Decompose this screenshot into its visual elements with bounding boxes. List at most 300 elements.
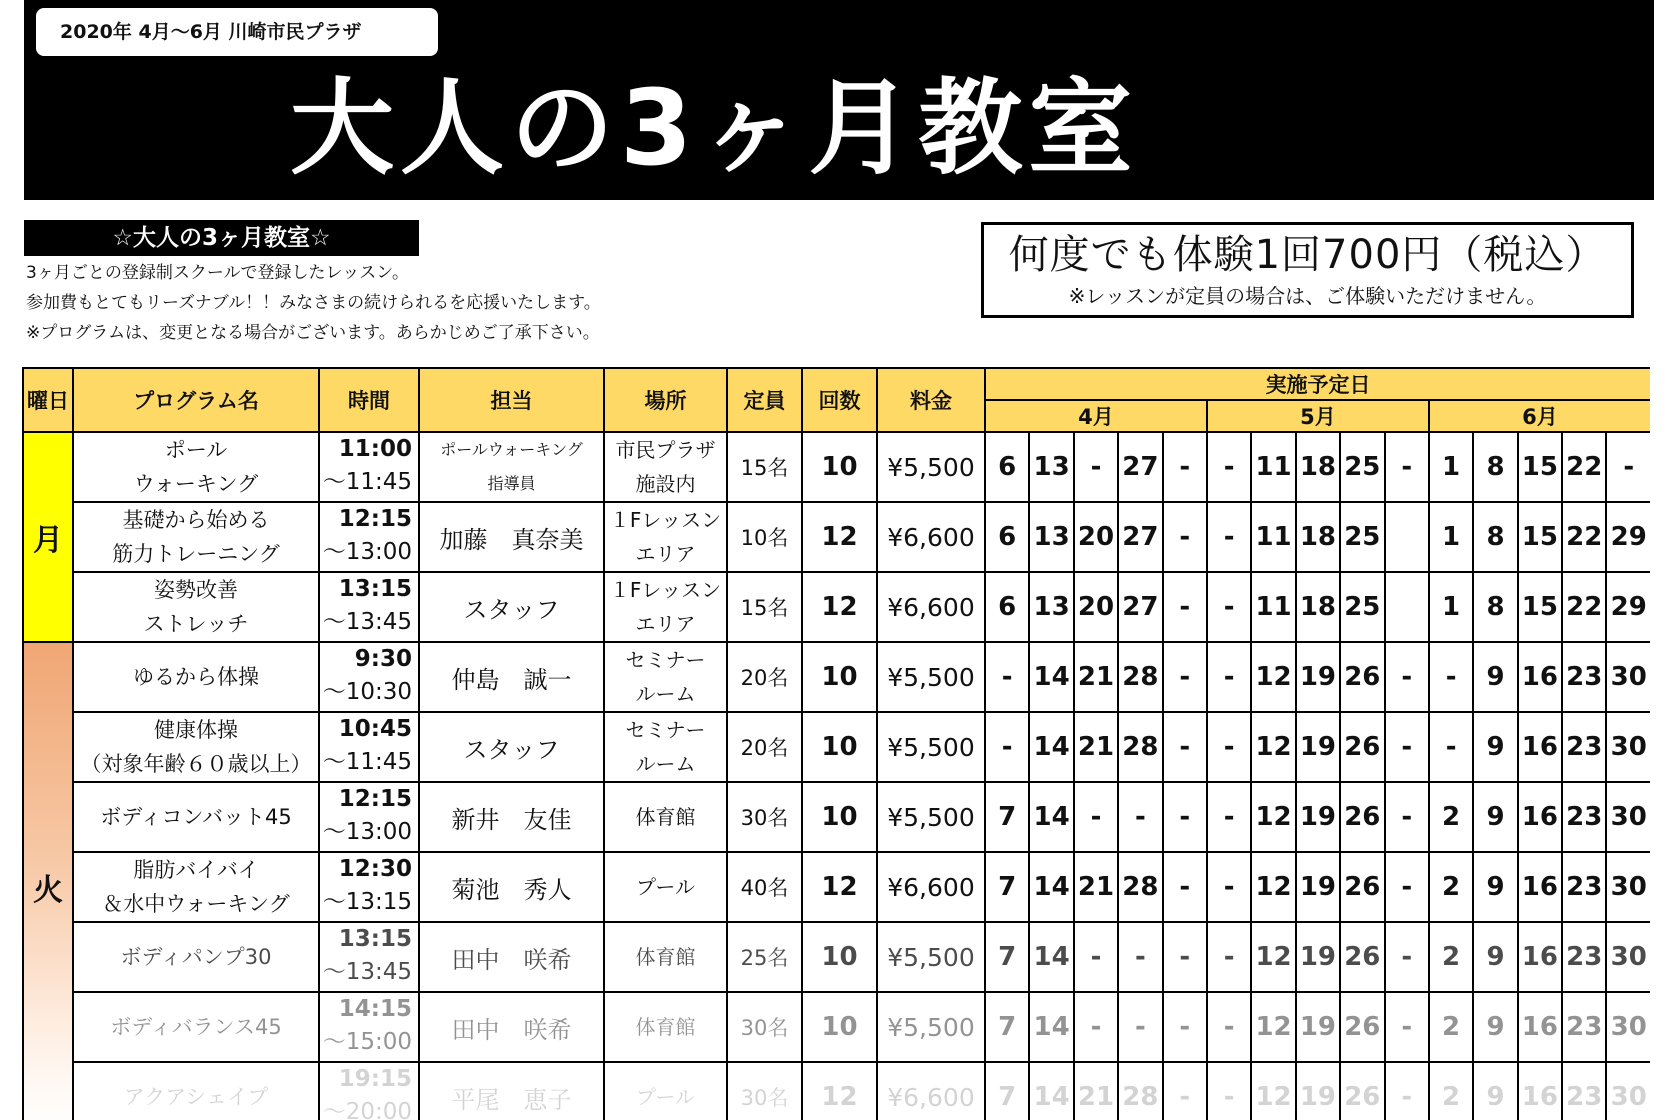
date-cell: - — [1163, 432, 1207, 502]
date-cell: 9 — [1473, 992, 1517, 1062]
place-line: 体育館 — [635, 805, 696, 829]
capacity: 40名 — [727, 852, 802, 922]
lesson-count: 12 — [802, 572, 877, 642]
date-cell: 29 — [1606, 502, 1650, 572]
date-cell: 14 — [1029, 922, 1073, 992]
program-name-line: 健康体操 — [154, 718, 238, 742]
date-cell: - — [1163, 992, 1207, 1062]
end-time: ～13:00 — [322, 819, 412, 845]
trial-price-text: 何度でも体験1回700円（税込） — [1008, 232, 1607, 278]
place — [604, 992, 727, 1062]
date-cell: 21 — [1074, 1062, 1118, 1120]
lesson-count: 10 — [802, 642, 877, 712]
date-cell: 27 — [1118, 572, 1162, 642]
date-cell: 11 — [1251, 502, 1295, 572]
table-row — [23, 502, 1650, 572]
program-name-line: ウォーキング — [133, 472, 259, 496]
header-month-may: 5月 — [1207, 400, 1429, 432]
date-cell: 9 — [1473, 642, 1517, 712]
end-time: ～15:00 — [322, 1029, 412, 1055]
date-cell: 12 — [1251, 922, 1295, 992]
date-cell: 22 — [1562, 432, 1606, 502]
date-cell: 11 — [1251, 572, 1295, 642]
place-line: 体育館 — [635, 945, 696, 969]
lesson-count: 10 — [802, 432, 877, 502]
date-cell: 26 — [1340, 852, 1384, 922]
capacity: 30名 — [727, 992, 802, 1062]
date-cell: 23 — [1562, 852, 1606, 922]
date-cell: 14 — [1029, 1062, 1073, 1120]
date-cell: - — [1118, 782, 1162, 852]
date-cell: 9 — [1473, 852, 1517, 922]
date-cell: 15 — [1518, 572, 1562, 642]
date-cell: 27 — [1118, 502, 1162, 572]
date-cell: - — [1207, 572, 1251, 642]
time-cell — [319, 992, 419, 1062]
date-cell: 28 — [1118, 1062, 1162, 1120]
date-cell: 23 — [1562, 642, 1606, 712]
date-cell: - — [1385, 852, 1429, 922]
date-cell: 29 — [1606, 572, 1650, 642]
header-place: 場所 — [604, 368, 727, 432]
place-line: 市民プラザ — [615, 438, 716, 462]
place-line: 体育館 — [635, 1015, 696, 1039]
program-name-line: 脂肪バイバイ — [133, 858, 259, 882]
date-cell: 1 — [1429, 432, 1473, 502]
date-cell: - — [1385, 782, 1429, 852]
date-cell: 20 — [1074, 572, 1118, 642]
capacity: 15名 — [727, 572, 802, 642]
date-cell: - — [1385, 992, 1429, 1062]
page-title: 大人の3ヶ月教室 — [290, 67, 1139, 189]
date-cell: 9 — [1473, 922, 1517, 992]
table-row — [23, 642, 1650, 712]
capacity: 20名 — [727, 712, 802, 782]
date-cell: 9 — [1473, 1062, 1517, 1120]
date-cell: 6 — [985, 572, 1029, 642]
date-cell: - — [1385, 432, 1429, 502]
fee: ¥5,500 — [877, 712, 985, 782]
fee: ¥5,500 — [877, 922, 985, 992]
place-line: エリア — [635, 542, 696, 566]
header-month-june: 6月 — [1429, 400, 1650, 432]
start-time: 14:15 — [338, 996, 412, 1022]
date-cell: 18 — [1296, 432, 1340, 502]
date-cell: 11 — [1251, 432, 1295, 502]
date-cell: 12 — [1251, 852, 1295, 922]
end-time: ～11:45 — [322, 749, 412, 775]
date-cell: 1 — [1429, 572, 1473, 642]
fee: ¥6,600 — [877, 1062, 985, 1120]
instructor — [419, 782, 604, 852]
program-name — [73, 922, 319, 992]
instructor — [419, 572, 604, 642]
start-time: 13:15 — [338, 576, 412, 602]
start-time: 9:30 — [354, 646, 412, 672]
date-cell: 26 — [1340, 642, 1384, 712]
date-cell: 15 — [1518, 502, 1562, 572]
start-time: 12:15 — [338, 506, 412, 532]
table-row — [23, 432, 1650, 502]
date-cell: 25 — [1340, 432, 1384, 502]
date-cell: - — [1207, 1062, 1251, 1120]
instructor — [419, 712, 604, 782]
time-cell — [319, 642, 419, 712]
end-time: ～20:00 — [322, 1099, 412, 1120]
end-time: ～13:15 — [322, 889, 412, 915]
program-name-line: （対象年齢６０歳以上） — [80, 752, 312, 776]
date-cell: 26 — [1340, 992, 1384, 1062]
program-name — [73, 1062, 319, 1120]
lesson-count: 10 — [802, 922, 877, 992]
instructor-line: スタッフ — [463, 595, 560, 624]
date-cell: - — [1207, 852, 1251, 922]
section-heading: ☆大人の3ヶ月教室☆ — [24, 220, 419, 256]
date-cell: 2 — [1429, 992, 1473, 1062]
time-cell — [319, 712, 419, 782]
date-cell: 18 — [1296, 502, 1340, 572]
place — [604, 922, 727, 992]
place-line: プール — [636, 875, 695, 899]
time-cell — [319, 1062, 419, 1120]
date-cell: - — [1163, 712, 1207, 782]
date-cell: - — [1163, 922, 1207, 992]
date-cell: 23 — [1562, 712, 1606, 782]
fee: ¥5,500 — [877, 992, 985, 1062]
date-cell: - — [1429, 712, 1473, 782]
date-cell: 19 — [1296, 1062, 1340, 1120]
date-cell: 15 — [1518, 432, 1562, 502]
date-cell: 30 — [1606, 852, 1650, 922]
date-cell: - — [1606, 432, 1650, 502]
date-cell: 26 — [1340, 1062, 1384, 1120]
date-cell: - — [985, 712, 1029, 782]
table-row — [23, 782, 1650, 852]
date-cell: 19 — [1296, 782, 1340, 852]
date-cell: - — [1074, 432, 1118, 502]
date-cell: 2 — [1429, 1062, 1473, 1120]
place — [604, 782, 727, 852]
header-day: 曜日 — [23, 368, 73, 432]
date-cell: 19 — [1296, 642, 1340, 712]
instructor — [419, 1062, 604, 1120]
start-time: 19:15 — [338, 1066, 412, 1092]
date-cell: - — [1163, 782, 1207, 852]
place — [604, 712, 727, 782]
end-time: ～10:30 — [322, 679, 412, 705]
date-cell: 28 — [1118, 642, 1162, 712]
date-cell — [1385, 502, 1429, 572]
date-cell: 30 — [1606, 782, 1650, 852]
date-cell: - — [1163, 852, 1207, 922]
date-cell: 26 — [1340, 712, 1384, 782]
program-name — [73, 502, 319, 572]
date-cell: 7 — [985, 1062, 1029, 1120]
instructor-line: 仲島 誠一 — [451, 665, 572, 694]
instructor — [419, 922, 604, 992]
date-cell: 16 — [1518, 712, 1562, 782]
place-line: セミナー — [625, 718, 706, 742]
date-cell: 13 — [1029, 572, 1073, 642]
date-cell: 14 — [1029, 992, 1073, 1062]
date-cell: 30 — [1606, 922, 1650, 992]
date-cell: 16 — [1518, 992, 1562, 1062]
date-cell: 7 — [985, 992, 1029, 1062]
date-cell: 23 — [1562, 922, 1606, 992]
date-cell: 14 — [1029, 642, 1073, 712]
start-time: 11:00 — [338, 436, 412, 462]
date-cell: 2 — [1429, 782, 1473, 852]
date-cell: - — [1385, 642, 1429, 712]
date-cell: 13 — [1029, 502, 1073, 572]
date-cell: - — [1207, 992, 1251, 1062]
time-cell — [319, 432, 419, 502]
fee: ¥6,600 — [877, 852, 985, 922]
program-name — [73, 782, 319, 852]
date-cell: - — [1118, 922, 1162, 992]
program-name-line: ボディパンプ30 — [120, 945, 272, 969]
date-cell: 2 — [1429, 852, 1473, 922]
program-name — [73, 712, 319, 782]
schedule-table — [22, 367, 1650, 1120]
date-cell: 16 — [1518, 1062, 1562, 1120]
date-cell: - — [1429, 642, 1473, 712]
description-line: 3ヶ月ごとの登録制スクールで登録したレッスン。 — [26, 263, 409, 283]
place-line: セミナー — [625, 648, 706, 672]
capacity: 30名 — [727, 1062, 802, 1120]
date-cell — [1385, 572, 1429, 642]
time-cell — [319, 782, 419, 852]
capacity: 25名 — [727, 922, 802, 992]
date-cell: - — [1207, 922, 1251, 992]
table-row — [23, 712, 1650, 782]
header-capacity: 定員 — [727, 368, 802, 432]
date-cell: 19 — [1296, 922, 1340, 992]
end-time: ～13:45 — [322, 609, 412, 635]
table-row — [23, 1062, 1650, 1120]
place — [604, 1062, 727, 1120]
date-cell: 22 — [1562, 572, 1606, 642]
header-count: 回数 — [802, 368, 877, 432]
time-cell — [319, 852, 419, 922]
date-cell: - — [1074, 782, 1118, 852]
instructor — [419, 642, 604, 712]
date-cell: 7 — [985, 852, 1029, 922]
program-name-line: 筋力トレーニング — [112, 542, 280, 566]
place — [604, 642, 727, 712]
instructor — [419, 502, 604, 572]
end-time: ～11:45 — [322, 469, 412, 495]
date-cell: - — [1074, 992, 1118, 1062]
date-cell: 25 — [1340, 502, 1384, 572]
place — [604, 852, 727, 922]
date-cell: 30 — [1606, 642, 1650, 712]
date-cell: 16 — [1518, 852, 1562, 922]
date-cell: 30 — [1606, 992, 1650, 1062]
program-name — [73, 992, 319, 1062]
header-month-april: 4月 — [985, 400, 1207, 432]
schedule-body — [23, 432, 1650, 1120]
date-cell: - — [1207, 432, 1251, 502]
date-cell: 23 — [1562, 782, 1606, 852]
place — [604, 572, 727, 642]
date-cell: - — [1163, 502, 1207, 572]
start-time: 12:30 — [338, 856, 412, 882]
date-cell: - — [1163, 642, 1207, 712]
program-name-line: アクアシェイプ — [123, 1085, 269, 1109]
date-cell: - — [1207, 642, 1251, 712]
date-cell: 26 — [1340, 782, 1384, 852]
lesson-count: 12 — [802, 502, 877, 572]
table-row — [23, 922, 1650, 992]
date-cell: 14 — [1029, 712, 1073, 782]
date-cell: 18 — [1296, 572, 1340, 642]
date-cell: - — [1074, 922, 1118, 992]
fee: ¥5,500 — [877, 432, 985, 502]
program-name — [73, 432, 319, 502]
date-cell: - — [1163, 1062, 1207, 1120]
capacity: 10名 — [727, 502, 802, 572]
place-line: プール — [636, 1085, 695, 1109]
date-cell: 22 — [1562, 502, 1606, 572]
fee: ¥6,600 — [877, 572, 985, 642]
date-cell: 7 — [985, 782, 1029, 852]
instructor-line: スタッフ — [463, 735, 560, 764]
instructor-line: 平尾 恵子 — [451, 1085, 572, 1114]
table-row — [23, 992, 1650, 1062]
date-cell: 12 — [1251, 782, 1295, 852]
instructor — [419, 852, 604, 922]
date-cell: - — [1207, 502, 1251, 572]
lesson-count: 12 — [802, 1062, 877, 1120]
header-fee: 料金 — [877, 368, 985, 432]
description-line: ※プログラムは、変更となる場合がございます。あらかじめご了承下さい。 — [26, 323, 600, 343]
date-cell: - — [1163, 572, 1207, 642]
instructor-line: 加藤 真奈美 — [439, 525, 584, 554]
instructor — [419, 992, 604, 1062]
date-cell: 30 — [1606, 712, 1650, 782]
date-cell: 12 — [1251, 992, 1295, 1062]
program-name-line: 基礎から始める — [122, 508, 270, 532]
date-cell: 20 — [1074, 502, 1118, 572]
end-time: ～13:45 — [322, 959, 412, 985]
lesson-count: 10 — [802, 712, 877, 782]
place-line: ルーム — [635, 752, 696, 776]
fee: ¥5,500 — [877, 782, 985, 852]
date-cell: - — [1385, 922, 1429, 992]
date-cell: 16 — [1518, 922, 1562, 992]
date-cell: 23 — [1562, 992, 1606, 1062]
date-cell: 2 — [1429, 922, 1473, 992]
date-cell: - — [1207, 782, 1251, 852]
date-cell: - — [985, 642, 1029, 712]
program-name-line: ボディバランス45 — [110, 1015, 282, 1039]
start-time: 12:15 — [338, 786, 412, 812]
header-time: 時間 — [319, 368, 419, 432]
date-cell: 21 — [1074, 852, 1118, 922]
capacity: 30名 — [727, 782, 802, 852]
lesson-count: 10 — [802, 992, 877, 1062]
time-cell — [319, 502, 419, 572]
program-name — [73, 642, 319, 712]
date-cell: 13 — [1029, 432, 1073, 502]
instructor-line: 菊池 秀人 — [451, 875, 572, 904]
fee: ¥6,600 — [877, 502, 985, 572]
time-cell — [319, 922, 419, 992]
date-cell: 14 — [1029, 782, 1073, 852]
place-line: エリア — [635, 612, 696, 636]
header-program: プログラム名 — [73, 368, 319, 432]
date-cell: - — [1385, 1062, 1429, 1120]
date-cell: 8 — [1473, 502, 1517, 572]
date-cell: 19 — [1296, 992, 1340, 1062]
date-cell: - — [1385, 712, 1429, 782]
place — [604, 502, 727, 572]
lesson-count: 10 — [802, 782, 877, 852]
time-cell — [319, 572, 419, 642]
place — [604, 432, 727, 502]
date-cell: 8 — [1473, 572, 1517, 642]
instructor-line: 田中 咲希 — [451, 1015, 572, 1044]
header-schedule: 実施予定日 — [985, 368, 1650, 400]
date-cell: 9 — [1473, 712, 1517, 782]
date-cell: 21 — [1074, 712, 1118, 782]
date-cell: 23 — [1562, 1062, 1606, 1120]
instructor-line: 指導員 — [487, 474, 536, 493]
date-cell: 16 — [1518, 782, 1562, 852]
day-cell-tuesday: 火 — [23, 642, 73, 1120]
place-line: 施設内 — [635, 472, 696, 496]
description-line: 参加費もとてもリーズナブル！！みなさまの続けられるを応援いたします。 — [26, 293, 601, 313]
date-cell: - — [1118, 992, 1162, 1062]
capacity: 15名 — [727, 432, 802, 502]
instructor-line: ポールウォーキング — [440, 440, 583, 459]
program-name-line: ポール — [164, 438, 228, 462]
trial-note: ※レッスンが定員の場合は、ご体験いただけません。 — [1068, 284, 1547, 308]
schedule-table-container — [22, 367, 1650, 1120]
program-name-line: ＆水中ウォーキング — [102, 892, 290, 916]
date-badge: 2020年 4月～6月 川崎市民プラザ — [36, 8, 438, 56]
fee: ¥5,500 — [877, 642, 985, 712]
instructor — [419, 432, 604, 502]
date-cell: 9 — [1473, 782, 1517, 852]
date-cell: 30 — [1606, 1062, 1650, 1120]
date-cell: 16 — [1518, 642, 1562, 712]
date-cell: 21 — [1074, 642, 1118, 712]
date-cell: 12 — [1251, 1062, 1295, 1120]
table-row — [23, 572, 1650, 642]
end-time: ～13:00 — [322, 539, 412, 565]
start-time: 13:15 — [338, 926, 412, 952]
place-line: １Fレッスン — [609, 508, 722, 532]
instructor-line: 田中 咲希 — [451, 945, 572, 974]
day-cell-monday: 月 — [23, 432, 73, 642]
date-cell: 12 — [1251, 712, 1295, 782]
header-instructor: 担当 — [419, 368, 604, 432]
table-row — [23, 852, 1650, 922]
date-cell: 25 — [1340, 572, 1384, 642]
date-cell: 28 — [1118, 712, 1162, 782]
program-name-line: 姿勢改善 — [154, 578, 238, 602]
place-line: １Fレッスン — [609, 578, 722, 602]
date-cell: 6 — [985, 432, 1029, 502]
lesson-count: 12 — [802, 852, 877, 922]
date-cell: 1 — [1429, 502, 1473, 572]
date-cell: 28 — [1118, 852, 1162, 922]
trial-price-box — [981, 222, 1634, 318]
date-cell: 27 — [1118, 432, 1162, 502]
date-cell: 19 — [1296, 852, 1340, 922]
